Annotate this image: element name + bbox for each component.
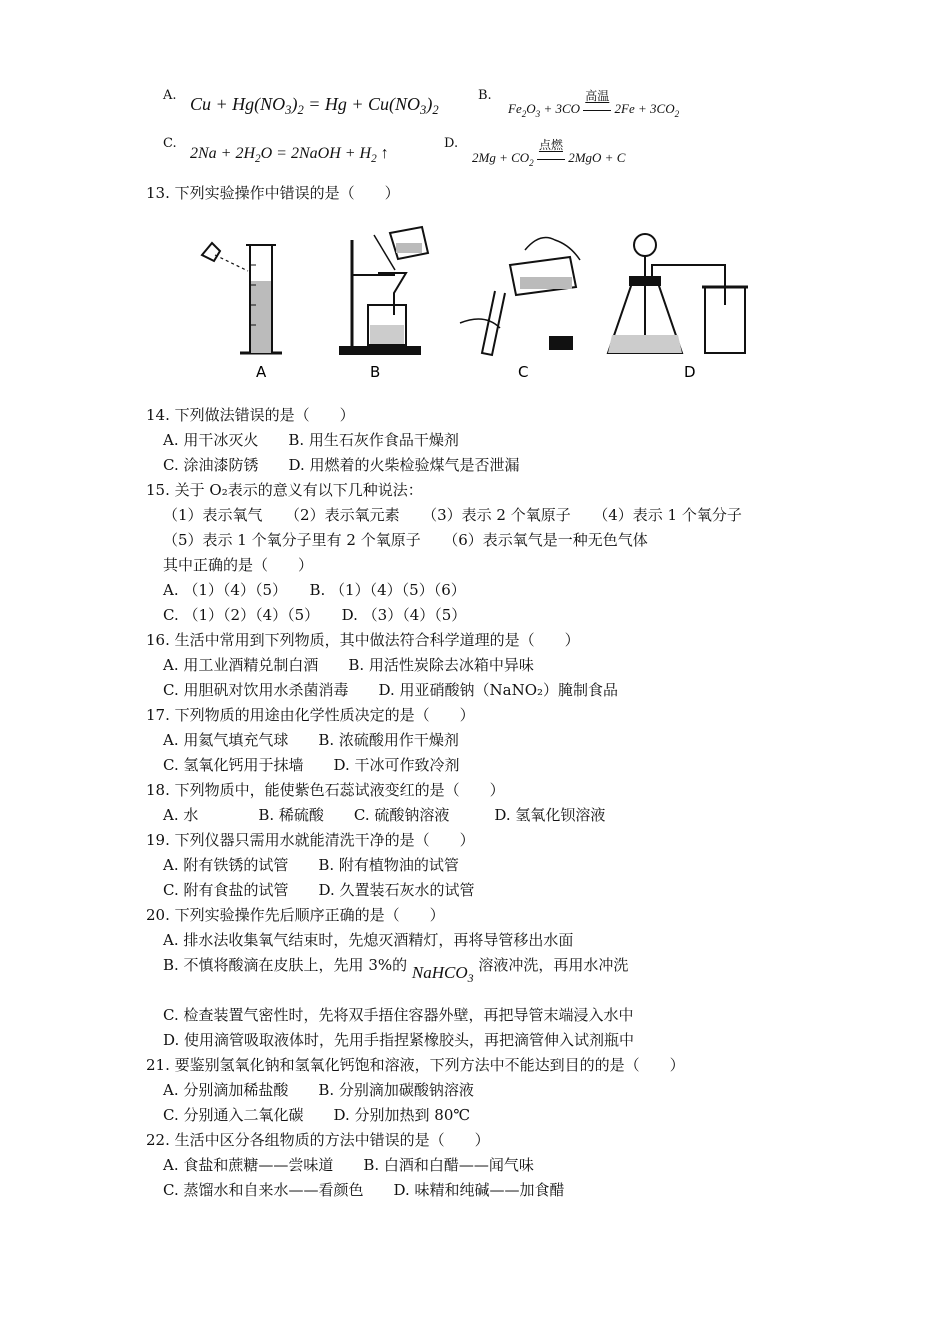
question-19: 19. 下列仪器只需用水就能清洗干净的是（ ） [146, 831, 475, 849]
option-c-label: C. [163, 136, 177, 151]
figure-b-filtration [340, 227, 428, 354]
figure-a-cylinder [202, 243, 282, 353]
question-14: 14. 下列做法错误的是（ ） [146, 406, 355, 424]
q20-option-c: C. 检查装置气密性时，先将双手捂住容器外壁，再把导管末端浸入水中 [163, 1006, 634, 1024]
q15-statements-5-6: （5）表示 1 个氧分子里有 2 个氧原子 （6）表示氧气是一种无色气体 [163, 531, 648, 549]
q22-options-cd: C. 蒸馏水和自来水——看颜色 D. 味精和纯碱——加食醋 [163, 1181, 565, 1199]
q17-options-cd: C. 氢氧化钙用于抹墙 D. 干冰可作致冷剂 [163, 756, 460, 774]
q14-options-ab: A. 用干冰灭火 B. 用生石灰作食品干燥剂 [163, 431, 459, 449]
q20-option-d: D. 使用滴管吸取液体时，先用手指捏紧橡胶头，再把滴管伸入试剂瓶中 [163, 1031, 635, 1049]
equation-b: $Fe_2O_3 + 3CO$ 高温 $2Fe + 3CO_2$ [508, 89, 680, 119]
question-20: 20. 下列实验操作先后顺序正确的是（ ） [146, 906, 445, 924]
option-d-label: D. [444, 136, 459, 151]
question-22: 22. 生活中区分各组物质的方法中错误的是（ ） [146, 1131, 490, 1149]
q20-option-b: B. 不慎将酸滴在皮肤上，先用 3%的 NaHCO$_3$ 溶液冲洗，再用水冲洗 [163, 956, 629, 985]
question-13: 13. 下列实验操作中错误的是（ ） [146, 184, 400, 202]
q17-options-ab: A. 用氦气填充气球 B. 浓硫酸用作干燥剂 [163, 731, 459, 749]
equation-a: $Cu + Hg(NO_3)_2 = Hg + Cu(NO_3)_2$ [190, 94, 439, 117]
formula-nahco3: NaHCO$_3$ [411, 963, 474, 985]
option-a-label: A. [163, 88, 177, 103]
figure-c-pouring [460, 238, 580, 355]
q15-options-cd: C. （1）（2）（4）（5） D. （3）（4）（5） [163, 606, 467, 624]
q15-options-ab: A. （1）（4）（5） B. （1）（4）（5）（6） [163, 581, 466, 599]
q14-options-cd: C. 涂油漆防锈 D. 用燃着的火柴检验煤气是否泄漏 [163, 456, 520, 474]
question-17: 17. 下列物质的用途由化学性质决定的是（ ） [146, 706, 475, 724]
figure-label-d: D [684, 363, 696, 381]
q21-options-ab: A. 分别滴加稀盐酸 B. 分别滴加碳酸钠溶液 [163, 1081, 474, 1099]
figure-label-c: C [518, 363, 529, 381]
figure-label-b: B [370, 363, 381, 381]
q19-options-ab: A. 附有铁锈的试管 B. 附有植物油的试管 [163, 856, 459, 874]
condition-high-temp: 高温 [583, 101, 611, 117]
condition-ignite: 点燃 [537, 150, 565, 166]
question-21: 21. 要鉴别氢氧化钠和氢氧化钙饱和溶液，下列方法中不能达到目的的是（ ） [146, 1056, 685, 1074]
equation-d: $2Mg + CO_2$ 点燃 2MgO + C [472, 138, 626, 168]
lab-operations-figure [190, 215, 770, 385]
q18-options: A. 水 B. 稀硫酸 C. 硫酸钠溶液 D. 氢氧化钡溶液 [163, 806, 606, 824]
q20-option-a: A. 排水法收集氧气结束时，先熄灭酒精灯，再将导管移出水面 [163, 931, 574, 949]
figure-d-gas-apparatus [608, 234, 748, 353]
figure-label-a: A [256, 363, 267, 381]
question-16: 16. 生活中常用到下列物质，其中做法符合科学道理的是（ ） [146, 631, 580, 649]
question-18: 18. 下列物质中，能使紫色石蕊试液变红的是（ ） [146, 781, 505, 799]
option-b-label: B. [478, 88, 492, 103]
equation-c: $2Na + 2H_2O$ = 2NaOH + $H_2$ ↑ [190, 145, 389, 165]
q15-statements-1-4: （1）表示氧气 （2）表示氧元素 （3）表示 2 个氧原子 （4）表示 1 个氧分子 [163, 506, 742, 524]
q15-prompt: 其中正确的是（ ） [163, 556, 314, 574]
q16-options-ab: A. 用工业酒精兑制白酒 B. 用活性炭除去冰箱中异味 [163, 656, 534, 674]
question-15: 15. 关于 O₂表示的意义有以下几种说法： [146, 481, 423, 499]
q19-options-cd: C. 附有食盐的试管 D. 久置装石灰水的试管 [163, 881, 475, 899]
q16-options-cd: C. 用胆矾对饮用水杀菌消毒 D. 用亚硝酸钠（NaNO₂）腌制食品 [163, 681, 619, 699]
q22-options-ab: A. 食盐和蔗糖——尝味道 B. 白酒和白醋——闻气味 [163, 1156, 534, 1174]
q21-options-cd: C. 分别通入二氧化碳 D. 分别加热到 80℃ [163, 1106, 471, 1124]
